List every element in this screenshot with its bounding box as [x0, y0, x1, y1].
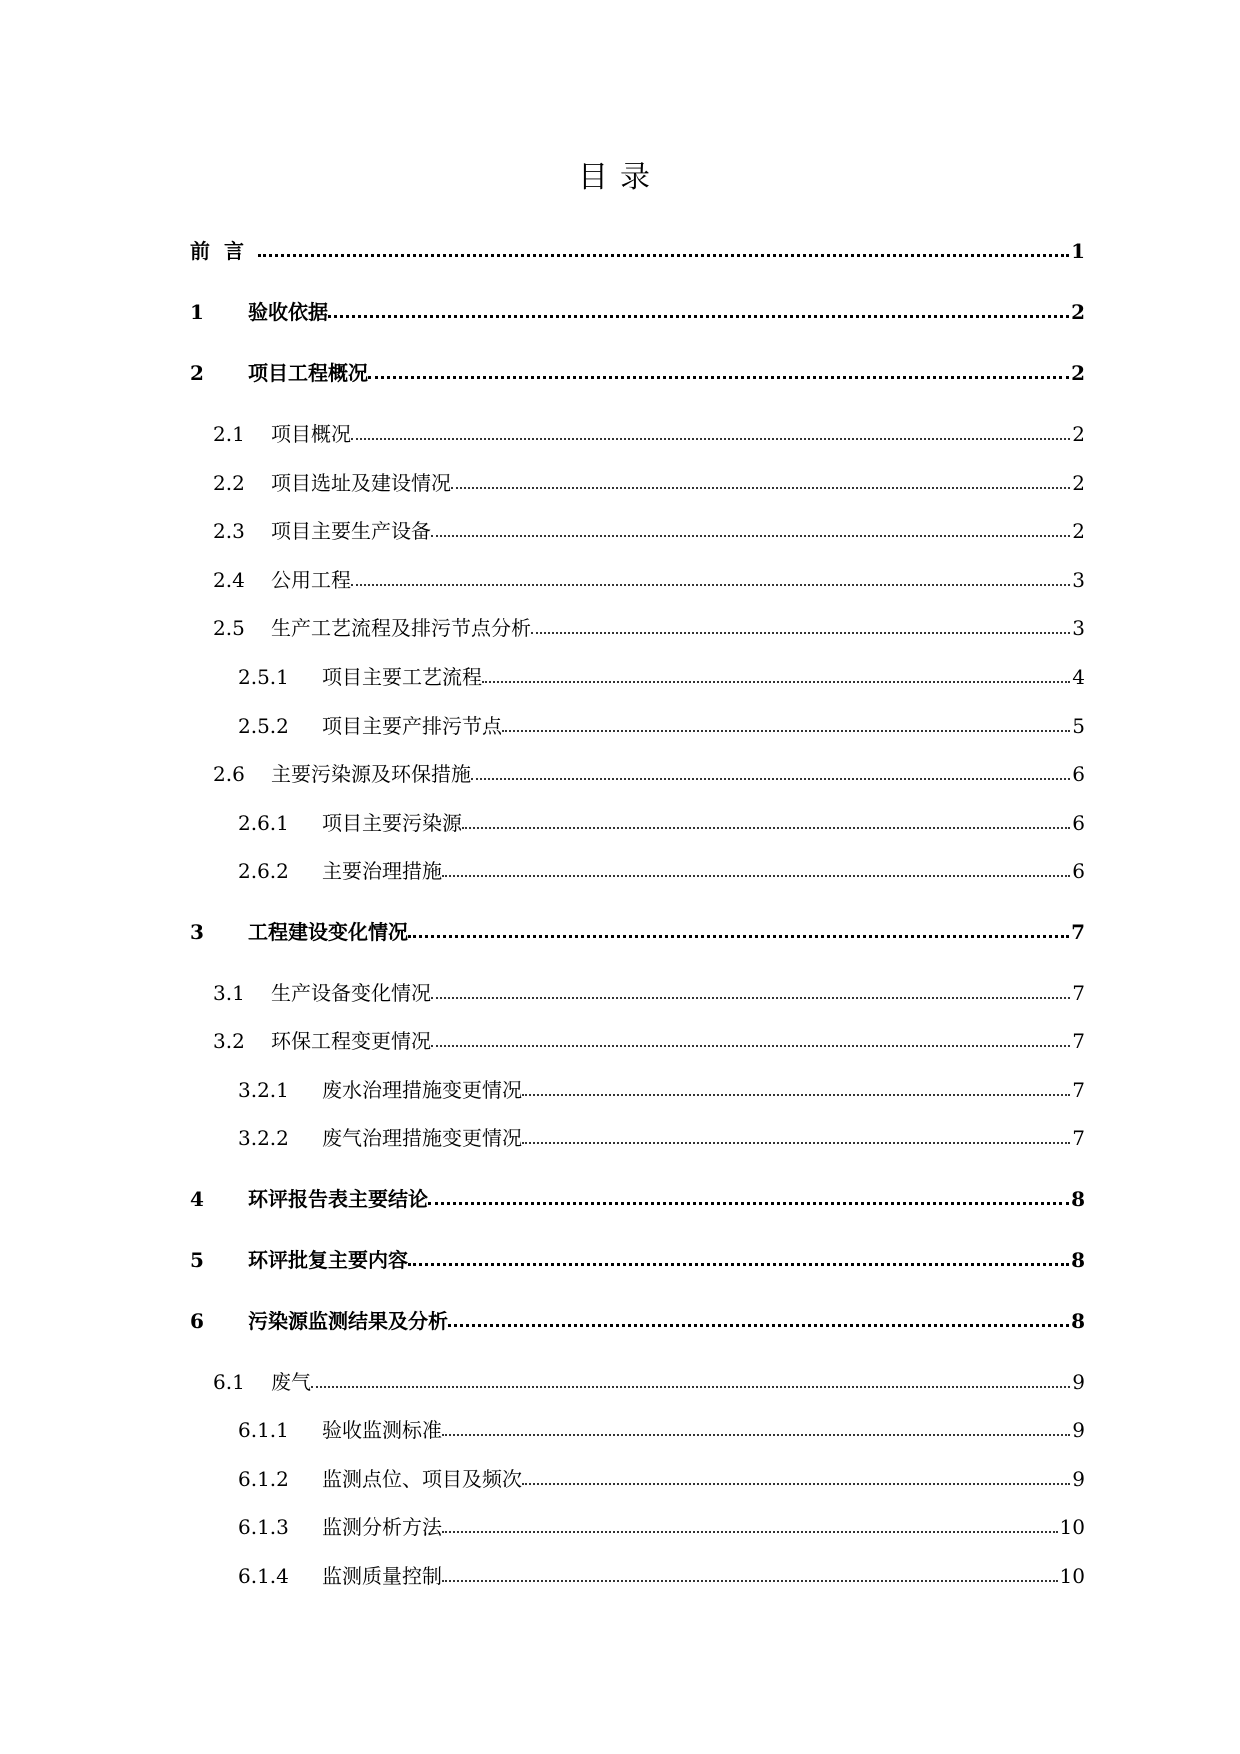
toc-number: 6.1.1 [238, 1418, 289, 1442]
toc-page-number: 7 [1072, 981, 1085, 1005]
toc-label: 生产设备变化情况 [271, 981, 431, 1005]
toc-number: 2.6.2 [238, 859, 289, 883]
toc-number: 6.1.4 [238, 1564, 289, 1588]
toc-label: 公用工程 [271, 568, 351, 592]
dot-leader [311, 1386, 1070, 1388]
dot-leader [442, 875, 1070, 877]
toc-label: 项目主要工艺流程 [322, 665, 482, 689]
toc-page-number: 7 [1072, 1029, 1085, 1053]
dot-leader [408, 1263, 1069, 1266]
toc-label: 主要污染源及环保措施 [271, 762, 471, 786]
toc-entry-3-2[interactable] [213, 1024, 1085, 1054]
toc-label: 监测点位、项目及频次 [322, 1467, 522, 1491]
toc-entry-2-6[interactable] [213, 757, 1085, 787]
toc-label: 验收监测标准 [322, 1418, 442, 1442]
toc-entry-2[interactable] [190, 356, 1085, 386]
toc-number: 6.1.2 [238, 1467, 289, 1491]
dot-leader [408, 935, 1069, 938]
toc-page-number: 2 [1072, 471, 1085, 495]
dot-leader [442, 1434, 1070, 1436]
dot-leader [351, 438, 1070, 440]
toc-number: 3.2 [213, 1029, 245, 1053]
toc-number: 3 [190, 920, 204, 944]
toc-label: 废气 [271, 1370, 311, 1394]
toc-entry-2-5-1[interactable] [238, 660, 1085, 690]
toc-page-number: 6 [1072, 859, 1085, 883]
toc-label: 生产工艺流程及排污节点分析 [271, 616, 531, 640]
toc-number: 3.2.2 [238, 1126, 289, 1150]
toc-entry-6-1-3[interactable] [238, 1510, 1085, 1540]
toc-label: 验收依据 [248, 300, 328, 324]
toc-page-number: 10 [1059, 1564, 1085, 1588]
dot-leader [522, 1142, 1070, 1144]
dot-leader [482, 681, 1070, 683]
dot-leader [451, 487, 1070, 489]
toc-label: 项目主要污染源 [322, 811, 462, 835]
dot-leader [431, 997, 1070, 999]
toc-page-number: 5 [1072, 714, 1085, 738]
toc-page-number: 8 [1071, 1309, 1085, 1333]
toc-label: 环评批复主要内容 [248, 1248, 408, 1272]
toc-number: 2.4 [213, 568, 245, 592]
toc-label: 项目选址及建设情况 [271, 471, 451, 495]
dot-leader [442, 1531, 1058, 1533]
dot-leader [431, 1045, 1070, 1047]
toc-page-number: 2 [1071, 300, 1085, 324]
toc-entry-6-1[interactable] [213, 1365, 1085, 1395]
toc-entry-3-2-1[interactable] [238, 1073, 1085, 1103]
toc-page-number: 10 [1059, 1515, 1085, 1539]
toc-label: 工程建设变化情况 [248, 920, 408, 944]
toc-number: 2.3 [213, 519, 245, 543]
toc-number: 5 [190, 1248, 204, 1272]
toc-entry-3[interactable] [190, 915, 1085, 945]
toc-number: 1 [190, 300, 204, 324]
toc-label: 监测质量控制 [322, 1564, 442, 1588]
toc-entry-preface[interactable] [190, 234, 1085, 264]
toc-label: 环评报告表主要结论 [248, 1187, 428, 1211]
toc-page-number: 7 [1072, 1126, 1085, 1150]
toc-page-number: 2 [1072, 422, 1085, 446]
dot-leader [448, 1324, 1069, 1327]
toc-number: 3.1 [213, 981, 245, 1005]
dot-leader [351, 584, 1070, 586]
toc-entry-6-1-4[interactable] [238, 1559, 1085, 1589]
toc-entry-3-1[interactable] [213, 976, 1085, 1006]
toc-number: 2.1 [213, 422, 245, 446]
toc-number: 6.1 [213, 1370, 245, 1394]
dot-leader [431, 535, 1070, 537]
toc-number: 6 [190, 1309, 204, 1333]
toc-entry-6[interactable] [190, 1304, 1085, 1334]
toc-entry-2-2[interactable] [213, 466, 1085, 496]
toc-label: 前言 [190, 239, 258, 263]
dot-leader [462, 827, 1070, 829]
toc-number: 2.6.1 [238, 811, 289, 835]
toc-label: 主要治理措施 [322, 859, 442, 883]
toc-page-number: 8 [1071, 1248, 1085, 1272]
page-title: 目录 [578, 160, 662, 195]
toc-entry-2-3[interactable] [213, 514, 1085, 544]
toc-entry-5[interactable] [190, 1243, 1085, 1273]
dot-leader [368, 376, 1069, 379]
toc-label: 项目主要产排污节点 [322, 714, 502, 738]
toc-page-number: 4 [1072, 665, 1085, 689]
toc-number: 4 [190, 1187, 204, 1211]
dot-leader [442, 1580, 1058, 1582]
dot-leader [428, 1202, 1069, 1205]
toc-entry-6-1-2[interactable] [238, 1462, 1085, 1492]
toc-page-number: 3 [1072, 616, 1085, 640]
toc-number: 2 [190, 361, 204, 385]
toc-page-number: 9 [1072, 1370, 1085, 1394]
dot-leader [258, 254, 1069, 257]
toc-label: 废气治理措施变更情况 [322, 1126, 522, 1150]
toc-label: 污染源监测结果及分析 [248, 1309, 448, 1333]
toc-entry-2-5[interactable] [213, 611, 1085, 641]
toc-page-number: 8 [1071, 1187, 1085, 1211]
toc-number: 2.5 [213, 616, 245, 640]
toc-page-number: 2 [1071, 361, 1085, 385]
toc-entry-2-1[interactable] [213, 417, 1085, 447]
toc-number: 2.6 [213, 762, 245, 786]
toc-page-number: 6 [1072, 762, 1085, 786]
toc-label: 监测分析方法 [322, 1515, 442, 1539]
toc-entry-6-1-1[interactable] [238, 1413, 1085, 1443]
toc-entry-3-2-2[interactable] [238, 1121, 1085, 1151]
toc-page-number: 3 [1072, 568, 1085, 592]
dot-leader [328, 315, 1069, 318]
dot-leader [522, 1483, 1070, 1485]
toc-label: 项目工程概况 [248, 361, 368, 385]
toc-entry-2-5-2[interactable] [238, 709, 1085, 739]
toc-label: 环保工程变更情况 [271, 1029, 431, 1053]
dot-leader [522, 1094, 1070, 1096]
toc-entry-2-4[interactable] [213, 563, 1085, 593]
dot-leader [502, 730, 1070, 732]
toc-page-number: 6 [1072, 811, 1085, 835]
toc-label: 项目主要生产设备 [271, 519, 431, 543]
dot-leader [471, 778, 1070, 780]
toc-number: 2.2 [213, 471, 245, 495]
toc-number: 3.2.1 [238, 1078, 289, 1102]
toc-entry-2-6-1[interactable] [238, 806, 1085, 836]
toc-entry-4[interactable] [190, 1182, 1085, 1212]
toc-page-number: 9 [1072, 1467, 1085, 1491]
toc-page-number: 9 [1072, 1418, 1085, 1442]
toc-entry-2-6-2[interactable] [238, 854, 1085, 884]
toc-page-number: 7 [1071, 920, 1085, 944]
toc-label: 废水治理措施变更情况 [322, 1078, 522, 1102]
toc-number: 2.5.1 [238, 665, 289, 689]
toc-page-number: 1 [1071, 239, 1085, 263]
toc-number: 6.1.3 [238, 1515, 289, 1539]
toc-page-number: 7 [1072, 1078, 1085, 1102]
toc-entry-1[interactable] [190, 295, 1085, 325]
dot-leader [531, 632, 1070, 634]
toc-page-number: 2 [1072, 519, 1085, 543]
toc-label: 项目概况 [271, 422, 351, 446]
toc-number: 2.5.2 [238, 714, 289, 738]
